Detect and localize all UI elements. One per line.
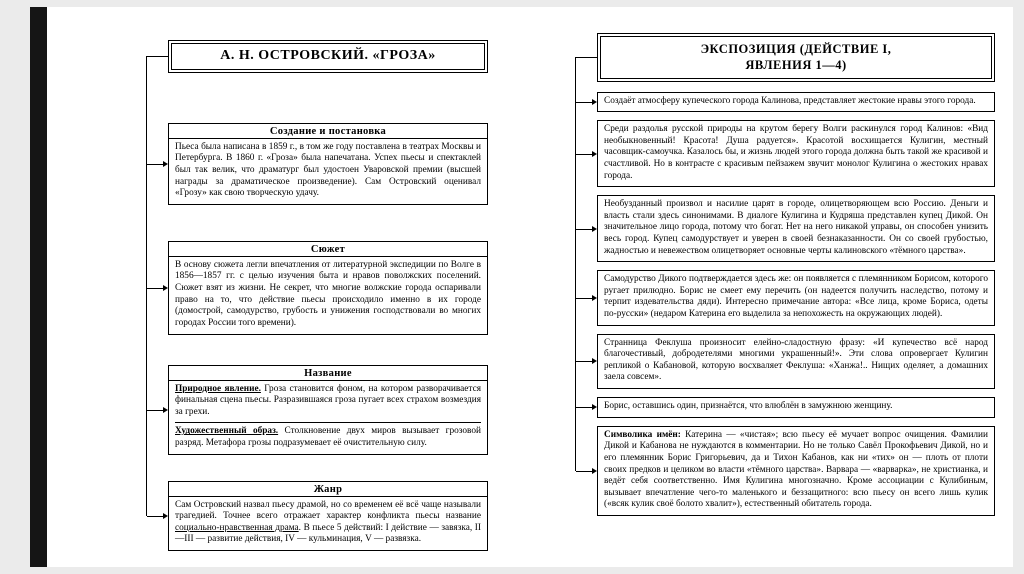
connector-spine-left [146,57,147,517]
symbolism-text: Катерина — «чистая»; всю пьесу её мучает вопрос очищения. Фамилии Дикой и Кабанова не нуждаются в комментарии. Но не только Савёл Прокофьевич Дикой, но и его племянник Борис Григорьевич, да и Тихон Кабанов, как ни «тих» он — плоть от плоти своих предков и целиком во власти «тёмного царства». Варвара — «варварка», не христианка, и ведёт себя соответственно. Имя Кулигина многозначно. Кроме ассоциации с Кулибиным, вызывает впечатление чего-то маленького и беззащитного: всю пьесу он всего лишь кулик («всяк кулик своё болото хвалит»), естественный обитатель города. [604,429,989,510]
left-title-box [168,40,488,73]
box-text: Странница Феклуша произносит елейно-сладостную фразу: «И купечество всё народ благочестивый, добродетелями многими украшенный!». Эти слова опровергает Кулигин репликой о Кабановой, которую восхваляет Феклуша: «Ханжа!.. Нищих оделяет, а домашних заела совсем». [604,337,988,383]
section-creation-staging [168,123,488,205]
section-body [169,381,487,454]
exposition-box-boris-confession [597,397,995,418]
section-heading: Создание и постановка [169,124,487,139]
scanned-page [47,7,1013,567]
section-heading: Жанр [169,482,487,497]
section-plot [168,241,488,335]
section-title-meaning [168,365,488,455]
exposition-box-feklusha [597,334,995,389]
exposition-box-dikoy [597,195,995,262]
exposition-box-name-symbolism [597,426,995,516]
section-body: В основу сюжета легли впечатления от литературной экспедиции по Волге в 1856—1857 гг. с целью изучения быта и нравов поволжских поселений. Сюжет взят из жизни. Не секрет, что многие волжские города оспаривали право на то, что действие пьесы происходило именно в их городе (домострой, самодурство, грубость и унижения господствовали во многих городах России того времени). [175,259,481,328]
slide-edge-bar [30,7,47,567]
box-text: Необузданный произвол и насилие царят в городе, олицетворяющем всю Россию. Деньги и власть стали здесь синонимами. В диалоге Кулигина и Кудряша представлен купец Дикой. Он значительное лицо города, потому что богат. Нет на него никакой управы, он способен унизить весь город. Купец самодурствует и уверен в своей безнаказанности. Он со своей грубостью, жадностью и невежеством олицетворяет основные черты калиновского «тёмного царства». [604,199,988,256]
section-body: Пьеса была написана в 1859 г., в том же году поставлена в театрах Москвы и Петербурга. В 1860 г. «Гроза» была напечатана. Успех пьесы и спектаклей был так велик, что драматург был удостоен Уваровской премии (высшей награды за драматическое произведение). Сам Островский оценивал «Грозу» как свою творческую удачу. [175,141,481,199]
title-meaning-artistic [175,426,481,449]
section-body [169,497,487,550]
genre-text-post: . В пьесе 5 действий: I действие — завязка, II—III — развитие действия, IV — кульминация, V — развязка. [175,522,481,545]
right-title [600,36,992,79]
genre-text-pre: Сам Островский назвал пьесу драмой, но со временем её всё чаще называли трагедией. Точнее всего отражает характер конфликта пьесы название [175,499,481,522]
box-text: Среди раздолья русской природы на крутом берегу Волги раскинулся город Калинов: «Вид необыкновенный! Красота! Душа радуется». Красотой восхищается Кулигин, местный часовщик-самоучка. Казалось бы, и жизнь людей этого города должна быть такой же красивой и счастливой. Но в контрасте с красивым пейзажем звучит монолог Кулигина о жестоких нравах города. [604,124,988,181]
term-text: Гроза становится фоном, на котором разворачивается финальная сцена пьесы. Разразившаяся гроза пугает всех страхом возмездия за грехи. [175,383,481,417]
exposition-box-atmosphere [597,92,995,113]
left-title: А. Н. ОСТРОВСКИЙ. «ГРОЗА» [171,43,485,70]
connector-spine-right [575,58,576,472]
right-title-line2: ЯВЛЕНИЯ 1—4) [745,58,847,73]
section-heading: Название [169,366,487,381]
term-artistic-image: Художественный образ. [175,426,279,437]
box-text: Борис, оставшись один, признаётся, что влюблён в замужнюю женщину. [604,401,893,412]
symbolism-lead: Символика имён: [604,429,681,440]
box-text: Самодурство Дикого подтверждается здесь же: он появляется с племянником Борисом, которого ругает прилюдно. Борис не смеет ему перечить (он надеется получить наследство, потому и терпит издевательства дяди). Интересно примечание автора: «Все лица, кроме Бориса, одеты по-русски» (недаром Катерина его выделила за непохожесть на окружающих людей). [604,274,988,320]
right-column [575,33,995,516]
right-title-line1: ЭКСПОЗИЦИЯ (ДЕЙСТВИЕ I, [700,42,892,56]
exposition-box-boris [597,270,995,325]
section-genre [168,481,488,551]
box-text: Создаёт атмосферу купеческого города Калинова, представляет жестокие нравы этого города. [604,95,976,106]
box-text [598,427,994,515]
left-column [146,40,488,551]
title-meaning-natural [175,384,481,424]
exposition-box-landscape [597,120,995,187]
term-natural-phenomenon: Природное явление. [175,383,261,394]
term-text: Столкновение двух миров вызывает грозовой разряд. Метафора грозы подразумевает её очистительную силу. [175,426,481,448]
right-title-box [597,33,995,82]
genre-term-underlined: социально-нравственная драма [175,522,299,533]
section-heading: Сюжет [169,242,487,257]
